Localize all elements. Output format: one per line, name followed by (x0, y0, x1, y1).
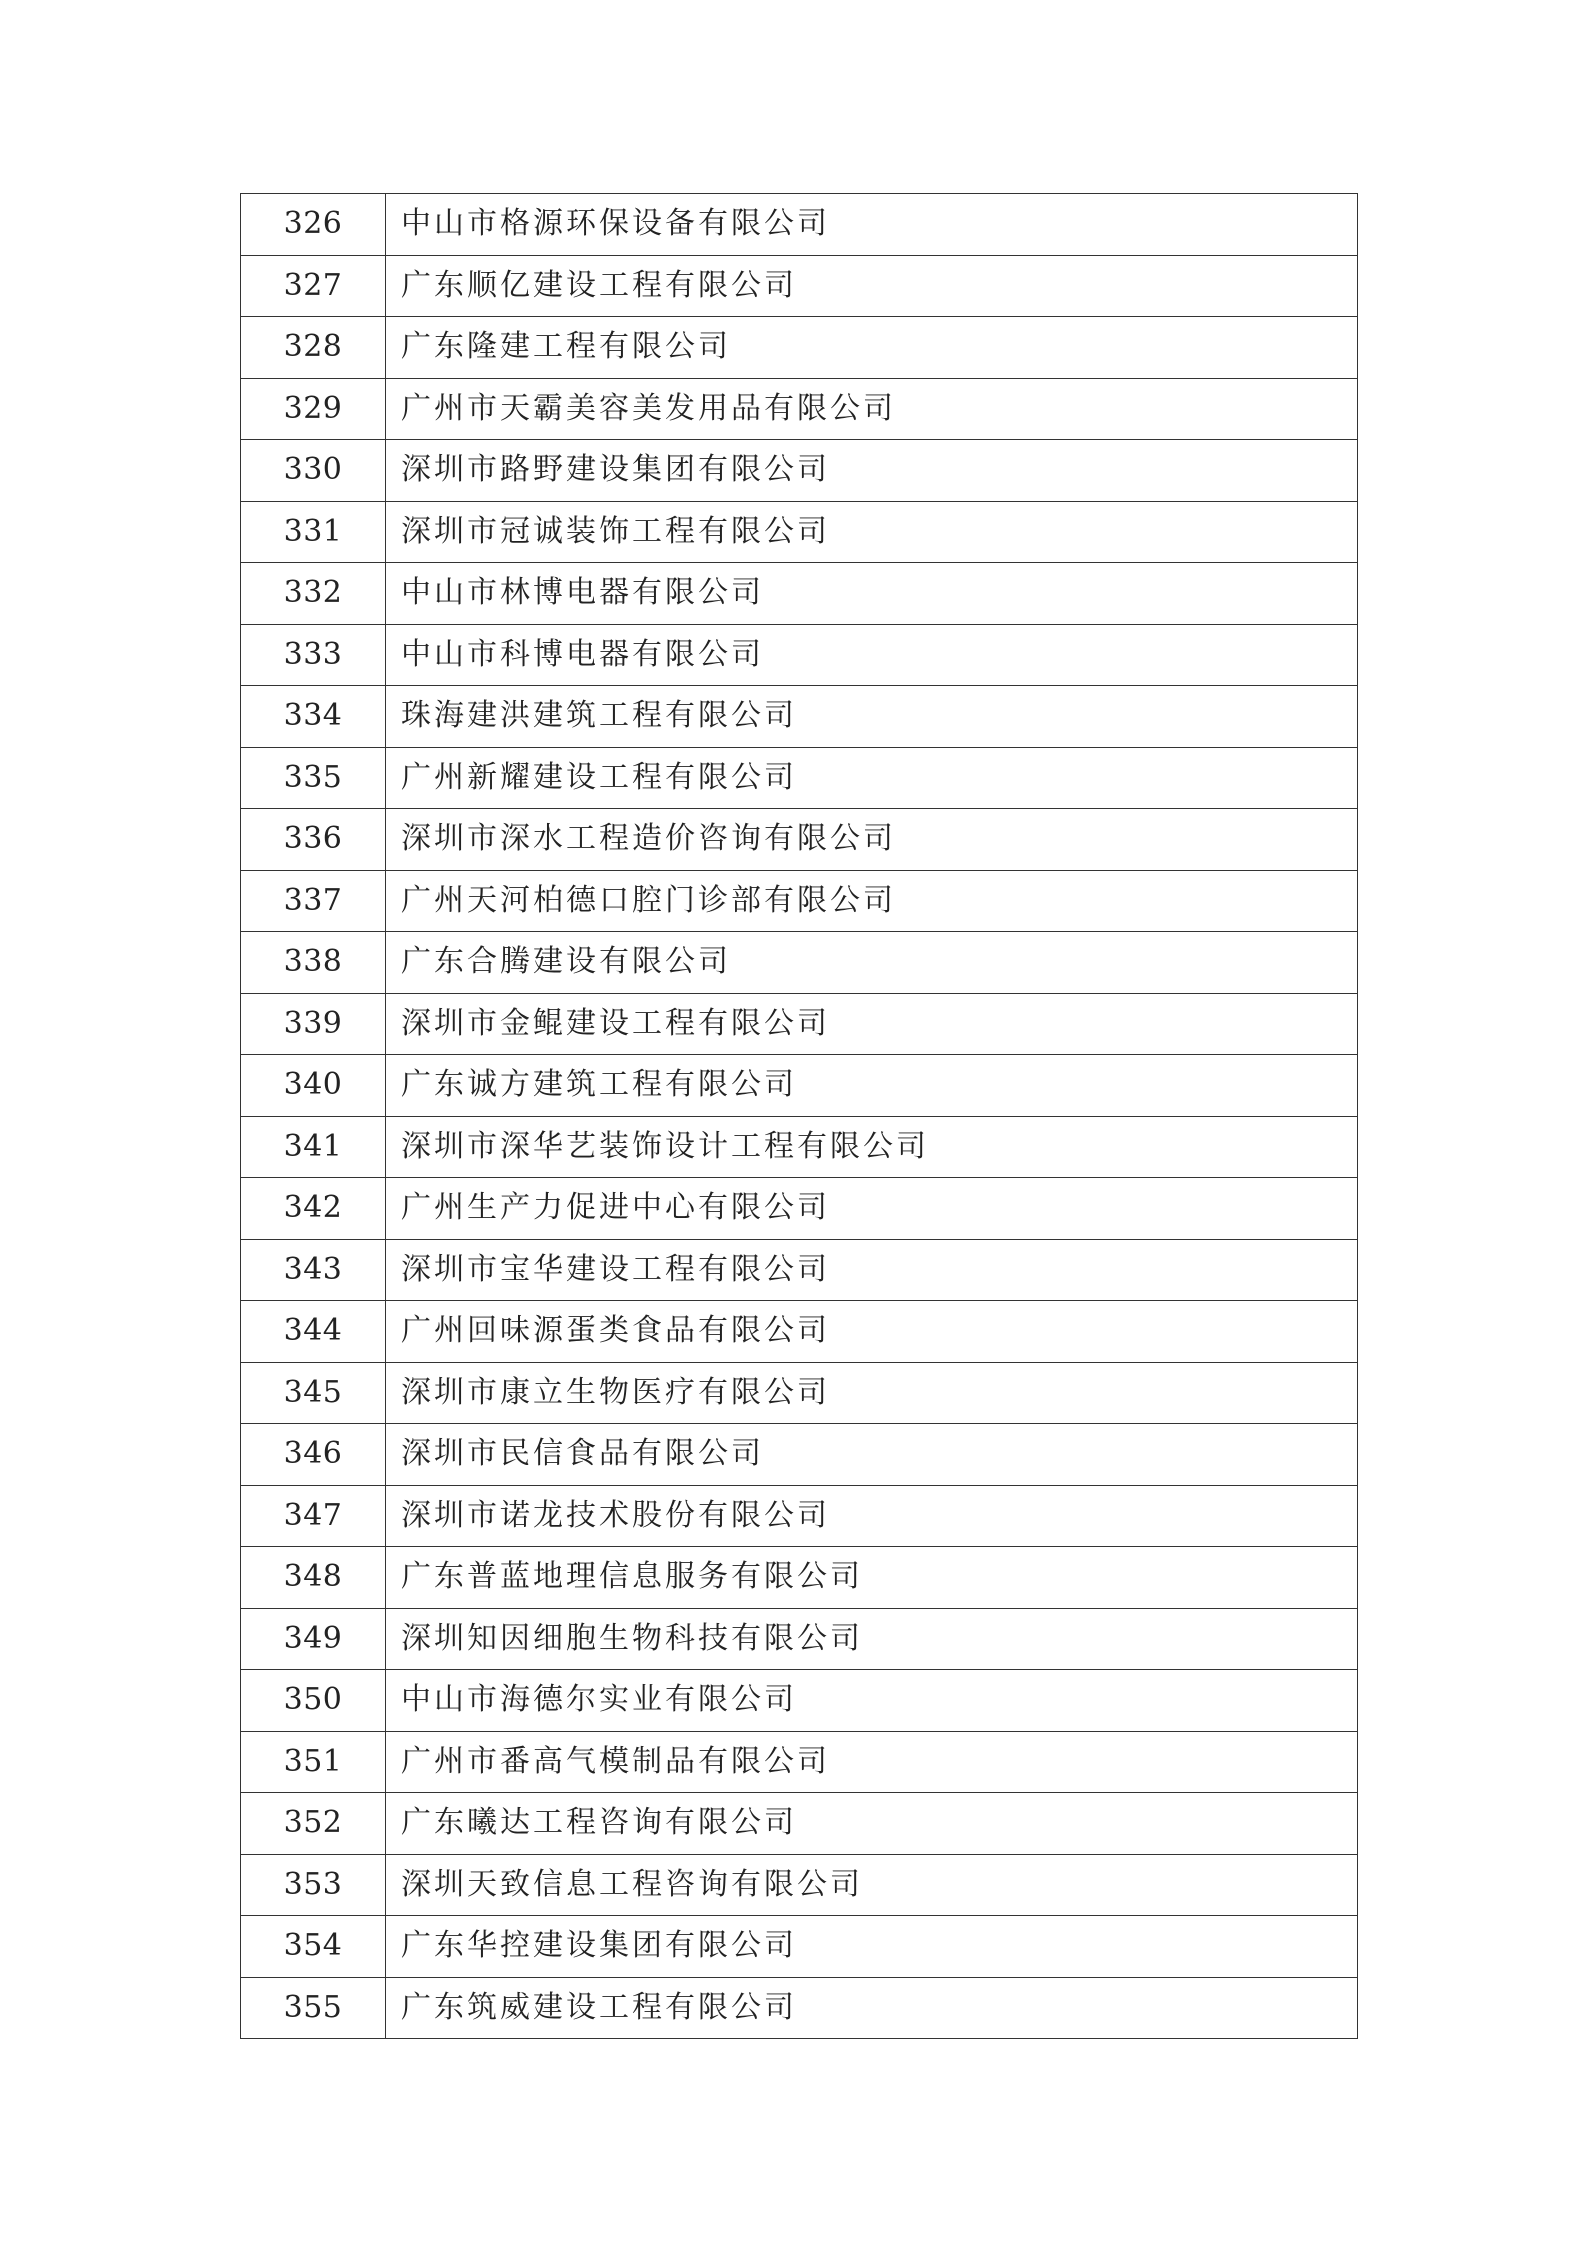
table-row (241, 686, 1358, 748)
company-name-cell: 广东筑威建设工程有限公司 (386, 1977, 1358, 2039)
table-row (241, 501, 1358, 563)
company-name-cell: 广东隆建工程有限公司 (386, 317, 1358, 379)
row-number-cell: 348 (241, 1547, 386, 1609)
row-number-cell: 349 (241, 1608, 386, 1670)
table-row (241, 1547, 1358, 1609)
table-row (241, 1977, 1358, 2039)
company-name-cell: 珠海建洪建筑工程有限公司 (386, 686, 1358, 748)
company-name-cell: 深圳市路野建设集团有限公司 (386, 440, 1358, 502)
row-number-cell: 338 (241, 932, 386, 994)
company-name-cell: 广东合腾建设有限公司 (386, 932, 1358, 994)
table-row (241, 1731, 1358, 1793)
table-row (241, 1608, 1358, 1670)
row-number-cell: 342 (241, 1178, 386, 1240)
company-name-cell: 广州生产力促进中心有限公司 (386, 1178, 1358, 1240)
table-row (241, 194, 1358, 256)
company-name-cell: 广州市番高气模制品有限公司 (386, 1731, 1358, 1793)
company-name-cell: 中山市格源环保设备有限公司 (386, 194, 1358, 256)
company-name-cell: 深圳市康立生物医疗有限公司 (386, 1362, 1358, 1424)
company-name-cell: 深圳知因细胞生物科技有限公司 (386, 1608, 1358, 1670)
company-name-cell: 广州天河柏德口腔门诊部有限公司 (386, 870, 1358, 932)
row-number-cell: 341 (241, 1116, 386, 1178)
table-row (241, 1055, 1358, 1117)
table-row (241, 747, 1358, 809)
company-name-cell: 广东诚方建筑工程有限公司 (386, 1055, 1358, 1117)
company-name-cell: 中山市科博电器有限公司 (386, 624, 1358, 686)
table-row (241, 440, 1358, 502)
row-number-cell: 345 (241, 1362, 386, 1424)
row-number-cell: 339 (241, 993, 386, 1055)
row-number-cell: 326 (241, 194, 386, 256)
table-row (241, 624, 1358, 686)
company-name-cell: 深圳市诺龙技术股份有限公司 (386, 1485, 1358, 1547)
table-row (241, 378, 1358, 440)
table-row (241, 1916, 1358, 1978)
row-number-cell: 355 (241, 1977, 386, 2039)
row-number-cell: 332 (241, 563, 386, 625)
table-row (241, 1116, 1358, 1178)
company-name-cell: 深圳市金鲲建设工程有限公司 (386, 993, 1358, 1055)
table-row (241, 1301, 1358, 1363)
company-name-cell: 广东普蓝地理信息服务有限公司 (386, 1547, 1358, 1609)
row-number-cell: 334 (241, 686, 386, 748)
company-name-cell: 深圳市民信食品有限公司 (386, 1424, 1358, 1486)
company-name-cell: 中山市海德尔实业有限公司 (386, 1670, 1358, 1732)
company-name-cell: 广州新耀建设工程有限公司 (386, 747, 1358, 809)
company-name-cell: 广东顺亿建设工程有限公司 (386, 255, 1358, 317)
table-row (241, 1670, 1358, 1732)
company-name-cell: 广东曦达工程咨询有限公司 (386, 1793, 1358, 1855)
table-row (241, 563, 1358, 625)
table-body (241, 194, 1358, 2039)
table-row (241, 1239, 1358, 1301)
row-number-cell: 335 (241, 747, 386, 809)
company-list-table (240, 193, 1358, 2039)
company-name-cell: 广州回味源蛋类食品有限公司 (386, 1301, 1358, 1363)
table-row (241, 932, 1358, 994)
row-number-cell: 353 (241, 1854, 386, 1916)
company-name-cell: 深圳市深华艺装饰设计工程有限公司 (386, 1116, 1358, 1178)
table-row (241, 809, 1358, 871)
table-row (241, 317, 1358, 379)
table-row (241, 1178, 1358, 1240)
company-name-cell: 广东华控建设集团有限公司 (386, 1916, 1358, 1978)
company-name-cell: 深圳市冠诚装饰工程有限公司 (386, 501, 1358, 563)
row-number-cell: 344 (241, 1301, 386, 1363)
row-number-cell: 354 (241, 1916, 386, 1978)
row-number-cell: 352 (241, 1793, 386, 1855)
row-number-cell: 327 (241, 255, 386, 317)
table-row (241, 1854, 1358, 1916)
table-row (241, 993, 1358, 1055)
row-number-cell: 351 (241, 1731, 386, 1793)
row-number-cell: 336 (241, 809, 386, 871)
table-row (241, 1424, 1358, 1486)
table-row (241, 1362, 1358, 1424)
row-number-cell: 347 (241, 1485, 386, 1547)
company-name-cell: 中山市林博电器有限公司 (386, 563, 1358, 625)
company-name-cell: 广州市天霸美容美发用品有限公司 (386, 378, 1358, 440)
row-number-cell: 330 (241, 440, 386, 502)
row-number-cell: 350 (241, 1670, 386, 1732)
row-number-cell: 333 (241, 624, 386, 686)
row-number-cell: 328 (241, 317, 386, 379)
row-number-cell: 331 (241, 501, 386, 563)
table-row (241, 1793, 1358, 1855)
row-number-cell: 340 (241, 1055, 386, 1117)
row-number-cell: 337 (241, 870, 386, 932)
row-number-cell: 346 (241, 1424, 386, 1486)
table-row (241, 255, 1358, 317)
row-number-cell: 329 (241, 378, 386, 440)
table-row (241, 870, 1358, 932)
table-row (241, 1485, 1358, 1547)
row-number-cell: 343 (241, 1239, 386, 1301)
company-name-cell: 深圳天致信息工程咨询有限公司 (386, 1854, 1358, 1916)
company-name-cell: 深圳市宝华建设工程有限公司 (386, 1239, 1358, 1301)
company-name-cell: 深圳市深水工程造价咨询有限公司 (386, 809, 1358, 871)
